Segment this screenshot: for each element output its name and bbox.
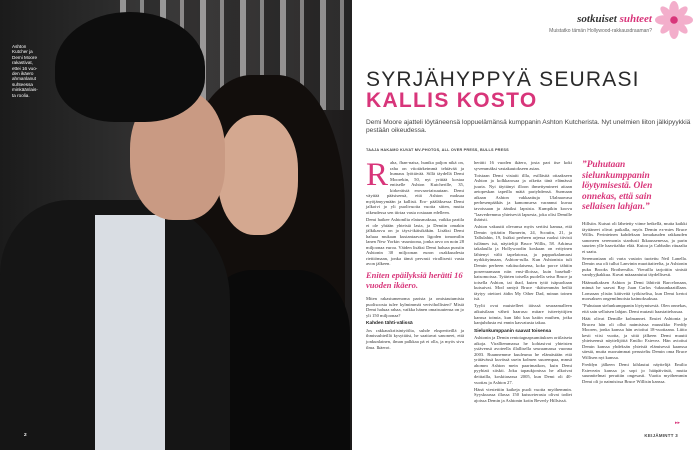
caption-line: Ashton [12, 44, 27, 49]
paragraph: Ashtonin ja Demin rentoiagnapsumituksen oriilaiseta aikoja. Viralliemmassa he kohtasivat yhteisten ystävensä avoteella illallisella seuraamassa vuonna 2003. Ruunnemme kuuleuma he elämästään että yrätävässä kuvässä usein kolmen suurempaa, mmsä ahomm Ashton mein paarimatkon, kuin Demi pyybiati siiskti. Joku tapaukjonissa he alkoivat deittailla, koskitasassa 2005, kun Demi oli 40-vuotias ja Ashton 27. [474, 335, 572, 385]
paragraph: aha, fhan-naisa, hunika paljon nikä on, raha on viiotärkeimmä tehtävää ja humaus lyöttävää. Sillä täydellä Demi Moorekin, 50, nyt yrittää kostaa entiselle Ashton Kutcherille, 35, kirkeräistä erovaaviaisuutaan. Demi väyttää pääsisensä, että Ashton maksaa myöjämyymään ja kallisti. Ero- pääläksessa Demi jalkoivi jo yli puolivuotta vuotta sitten, mutta oikeudessa sen tiirtaa vasta rostaaan edelleen. [366, 160, 464, 215]
brand-main: sotkuiset [577, 13, 617, 25]
paragraph: Hänä viestettiin kaikeja puoli vuotta myöhemmin. Syyskuussa illassa 150 kutsuvierasta olivat todiet ajoissa Demin ja Ashtonin kotin Beverly Hillsissä. [474, 386, 572, 403]
paragraph: Demi haikee Ashtonilta elatusmaksua, vaikka pariila ei ole yhtään yhteistä lasta, ja Demiin omakin jälkikasvu on jo täysi-ikäisikäkän. Lisäksi Demi haluaa mukaan kustantaavan ligoden tomomilin lanen New Yorkin -asuntoona, jonka arvo on noin 28 miljoonaa euroa. Väiden lisäksi Demi haluaa pussiin Ashtonin 30 miljoonan euron osakkuudesta riettiömaan, jonka tämä pervasti virallisesti vasta avon jälkeen. [366, 217, 464, 267]
man-beanie [55, 12, 205, 122]
paragraph: Toistaan Demi vistaiti illla, esilläsitä ottaakseen Ashton ja kolkkarosaa ja oiketta tänä elämässä juuria. Nyt täyttänyt illoon ihmettymineet aitaan aetopeskan tapeilla mätä pariyhdensä. Surmaan aikaan Ashton vakkaattuja Ulalnaavasa perhesenpääkäs ja kamomuesa varannut kuvaa tavoissaan ja ääniksi lapsista. Kumpikin koovu ”laavedremma yhteiseviä lapsesta, joka olisi Demille ihäristi. [474, 172, 572, 223]
paragraph: ”Puhutaan sielunkumppanin löytymisestä. Olen onnekas, että sain sellaisen lahjan. Demi mutasti haastattelussaa. [582, 303, 687, 314]
woman-face [218, 115, 298, 235]
byline: TAAJA HAKAMO KUVAT MV-PHOTOS, ALL OVER PRESS, BULLS PRESS [366, 148, 509, 152]
caption-line: ettei 16 vuo- [12, 65, 38, 71]
brand-accent: suhteet [619, 13, 652, 25]
headline-line-2: KALLIS KOSTO [366, 89, 538, 112]
text-column-1 [366, 157, 464, 352]
subheading: Sielunkumppanin saavat toisensa [474, 328, 552, 334]
caption-line: Demi Moore [12, 54, 38, 60]
caption-line: den ikäero [12, 71, 34, 77]
photo-caption [12, 44, 62, 98]
text-column-2 [474, 160, 572, 405]
caption-line: ta roolia. [12, 92, 30, 98]
drop-cap: R [366, 157, 389, 193]
paragraph: herätti 16 vuoden ikäero, josta pari itse koki syvemmäksi vastakautokseen asian. [474, 160, 572, 171]
pull-quote: Eniten epäilyksiä herätti 16 vuoden ikäero. [366, 269, 463, 290]
flower-icon [655, 0, 693, 40]
pull-quote-large: ”Puhutaan sielunkumppanin löytymisestä. Olen onnekas, että sain sellaisen lahjan.” [582, 160, 653, 213]
page-number-left: 2 [24, 433, 27, 438]
section-subtitle: Muistatko tämän Hollywood-rakkausdraaman? [549, 28, 652, 34]
section-brand [577, 13, 652, 25]
paragraph: Ashton vakuutti olevansa myös sertiisi kamua, että Demin tyttäriin Rumerin, 24, Scoutin, 21, ja Tallulahin, 19, lisäksi perheen arjessa ruoksi tiivisti isilämes isä, näyttelijä Bruce Willis, 58. Arkinsa takalaulla ja Hollywoodin koskaan on erityinen lähtenyt vältt tapelatossa, ja papparkalanuusi nyrkkiiytmaan, Ashton-rulla. Kun Ashtonista tuli Demin perheen vakituolaisena, koko porce tähtiin poseeraamaan niin ensi-illoissa, kuin baseball-katsomoissa. Tytärten toisella puolella seiso Bruce ja toisella Ashton, tai ihad, kuten tyttö isäpuoltaan kutsuivat. Mod rantyä Bruce -ikäisemmän heiltä täytyy otettavi äidin My Other Dad, minun toinen isä. [474, 224, 572, 302]
paragraph: Häät olivat Demille kolmannet. Ensiet Ashtonia ja Brucea hän oli ollut naimisissa muusikko Freddy Mooren, jonka kanssa hän avioitui 18-vuotiaana. Liitto kesti viisi vuotta, ja sittä jälkeen Demi muutti yhteiseensä näyttelijöitä Emilio Estevez. Hän avioitui Demin kanssa yhdeksän yhteistä elämisessä kaanssa säestä, mutta nuoruimmat perusteltu Demin oma Bruce Willisen nyt kanssa. [582, 316, 687, 360]
caption-line: minkäänlais- [12, 87, 38, 93]
subheading: Kahden tähti-välissä [366, 321, 413, 327]
caption-line: rakastivat, [12, 60, 33, 66]
text-column-3 [582, 160, 687, 386]
paragraph: Miten rakastumenoma parista ja omistautumista puolisoosta tulee kylmimmät verivihollisten? Mistä Demi haluaa rahaa, vaikka hänen omaisuutensa on jo yli 150 miljoonaa? [366, 296, 464, 318]
article-lead: Demi Moore ajatteli löytäneensä loppuelämänsä kumppanin Ashton Kutcherista. Nyt unelmien liiton jälkipyykkiä pestään oikeudessa. [366, 119, 691, 135]
caption-line: suhteessa [12, 81, 33, 87]
paragraph: Freddyn jälkeen Demi kihlautui näyttelijä Emilio Estevezin kanssa ja sopi jo hääpäivästä, mutta suunnitelmat peruttiin ongesasti. Vuotta myöhemmin Demi oli jo naimisissa Bruce Willisin kanssa. [582, 362, 687, 384]
man-shirt [95, 215, 165, 450]
paragraph: Seremoniaan oli varta vastoin tuotettu Neil Lanella. Demin asu oli tullut Lanvinin muotitaiteelta, ja Ashtonin puku Brooks Brothersilta. Vierailla tarjottiin sinistä vandyyjkakkua. Kuvat mäaaaniutui täydellisesti. [582, 255, 687, 278]
continue-arrow-icon: ▸▸ [674, 420, 680, 426]
headline-line-1: SYRJÄHYPPYÄ SEURASI [366, 68, 640, 91]
paragraph: Tyylit ovat muistelleet iäisssä seuraamalleen aikuisilaan väheä haarasa: mitare istteetyttijien kanssa toimia, kun lähi kaa kaiiin muihen, jotka kanjuhdusta esi ennin kasvatusta takaa. [474, 303, 572, 326]
page-number-right: KEIJÄMINTT 3 [644, 433, 678, 438]
article-page [352, 0, 696, 450]
caption-line: ahmanlanut [12, 76, 37, 82]
paragraph: Häämatkaksen Ashton ja Demi lähtivät Barcelonaan, minuä he saavat Ray Juan Carlos -lukuunkaatillaan. Lomasan ylistin kätiveitä työkiselisa, kun Demi kertoi morsaksen ongemilmoista kaimoksaksaa. [582, 279, 687, 302]
paragraph: Hillsiin. Kutsut oli lähetetty viime hetkellä, mutta kaikki täyttäneet olivat paikalla, myös Demin ex-mies Bruce Willis. Perinteinen kahdeksan lomakauden rakkauden sanoneen seremonia stardusti Ikkaussenessa, ja parin suurien ylle haaviiahko elää. Kutoa ja Cabbalin rituaalia ei saatu. [582, 220, 687, 254]
paragraph: Jos rakkauskriisintyöilta, suhde ekspertteillä ja ihmissuhteillä kysyttäisi, he saattavat sanoneet, että jonkunlainen, ilman palkkaa pä ei olla, ja myös sivu ilma. Ikäerot. [366, 327, 464, 350]
caption-line: Kutcher ja [12, 49, 33, 55]
